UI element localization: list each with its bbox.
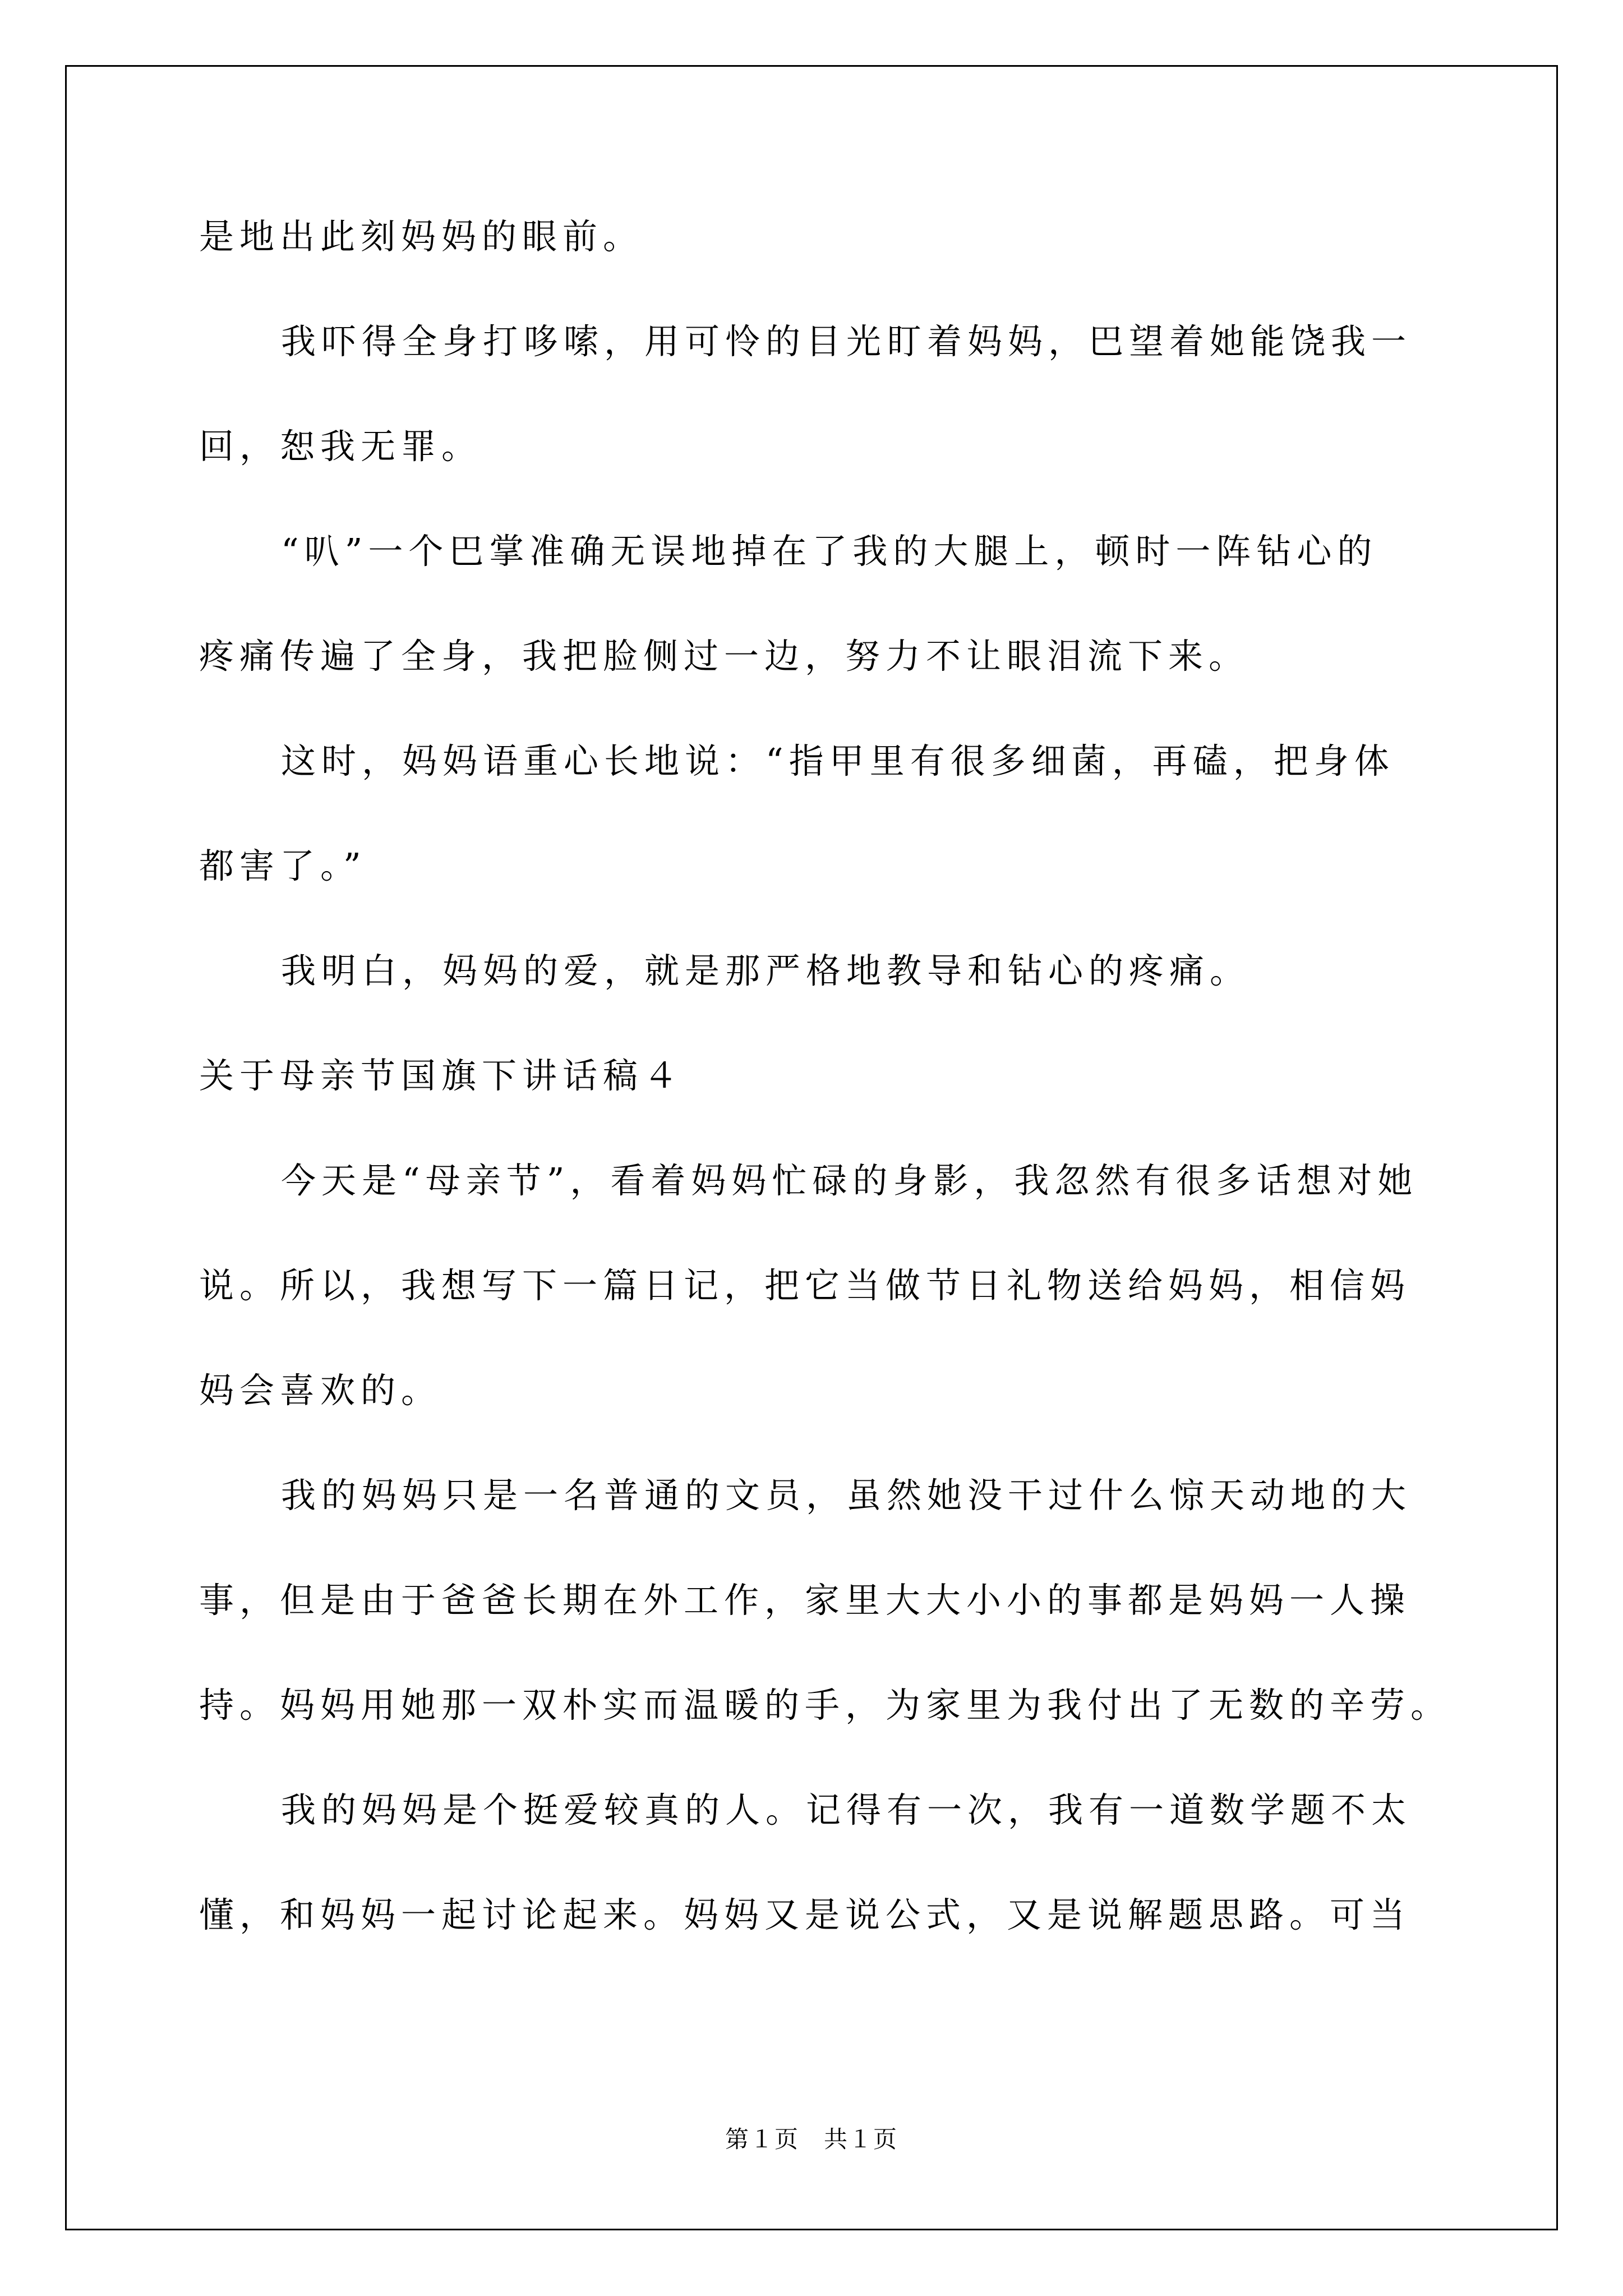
paragraph-line: 我的妈妈只是一名普通的文员，虽然她没干过什么惊天动地的大 <box>281 1475 1412 1516</box>
paragraph-line: 是地出此刻妈妈的眼前。 <box>199 216 644 257</box>
section-heading: 关于母亲节国旗下讲话稿４ <box>199 1055 684 1096</box>
paragraph-line: 我明白，妈妈的爱，就是那严格地教导和钻心的疼痛。 <box>281 950 1251 991</box>
paragraph-line: 持。妈妈用她那一双朴实而温暖的手，为家里为我付出了无数的辛劳。 <box>199 1685 1451 1726</box>
paragraph-line: 妈会喜欢的。 <box>199 1370 442 1411</box>
paragraph-line: 这时，妈妈语重心长地说：“指甲里有很多细菌，再磕，把身体 <box>281 740 1395 781</box>
paragraph-line: 我的妈妈是个挺爱较真的人。记得有一次，我有一道数学题不太 <box>281 1789 1412 1830</box>
paragraph-line: 回，恕我无罪。 <box>199 426 482 467</box>
page-footer: 第１页 共１页 <box>725 2125 898 2153</box>
paragraph-line: 事，但是由于爸爸长期在外工作，家里大大小小的事都是妈妈一人操 <box>199 1580 1411 1621</box>
paragraph-line: 今天是“母亲节”，看着妈妈忙碌的身影，我忽然有很多话想对她 <box>281 1160 1418 1201</box>
paragraph-line: 说。所以，我想写下一篇日记，把它当做节日礼物送给妈妈，相信妈 <box>199 1265 1411 1306</box>
paragraph-line: 我吓得全身打哆嗦，用可怜的目光盯着妈妈，巴望着她能饶我一 <box>281 321 1412 362</box>
paragraph-line: 疼痛传遍了全身，我把脸侧过一边，努力不让眼泪流下来。 <box>199 636 1249 677</box>
paragraph-line: 都害了。” <box>199 845 367 886</box>
paragraph-line: “叭”一个巴掌准确无误地掉在了我的大腿上，顿时一阵钻心的 <box>281 531 1378 572</box>
paragraph-line: 懂，和妈妈一起讨论起来。妈妈又是说公式，又是说解题思路。可当 <box>199 1894 1411 1935</box>
